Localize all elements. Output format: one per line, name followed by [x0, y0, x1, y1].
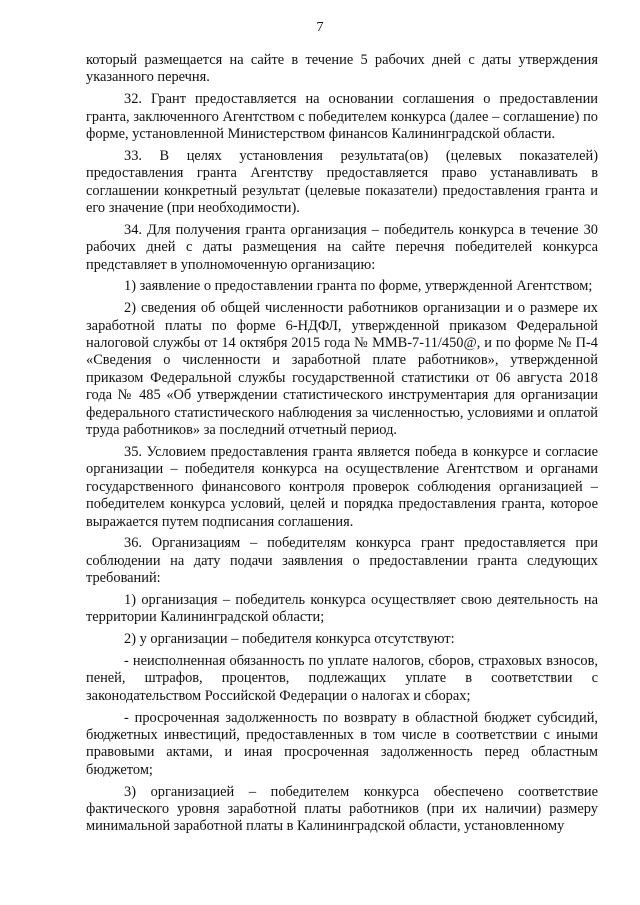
paragraph-36-item-2: 2) у организации – победителя конкурса отсутствуют: — [124, 631, 455, 648]
paragraph-34: 34. Для получения гранта организация – победитель конкурса в течение 30 рабочих дней с даты размещения на сайте перечня победителей конкурса представляет в уполномоченную организацию: — [86, 221, 598, 273]
paragraph-33: 33. В целях установления результата(ов) (целевых показателей) предоставления гранта Агентству предоставляется право устанавливать в соглашении конкретный результат (целевые показатели) предоставления гранта и его значение (при необходимости). — [86, 147, 598, 217]
paragraph-35: 35. Условием предоставления гранта является победа в конкурсе и согласие организации – победителя конкурса на осуществление Агентством и органами государственного финансового контроля проверок соблюдения организацией – победителем конкурса условий, целей и порядка предоставления гранта, которое выражается путем подписания соглашения. — [86, 443, 598, 530]
paragraph-34-item-2: 2) сведения об общей численности работников организации и о размере их заработной платы по форме 6-НДФЛ, утвержденной приказом Федеральной налоговой службы от 14 октября 2015 года № ММВ-7-11/450@, и по форме № П-4 «Сведения о численности и заработной плате работников», утвержденной приказом Федеральной службы государственной статистики от 06 августа 2018 года № 485 «Об утверждении статистического инструментария для организации федерального статистического наблюдения за численностью, условиями и оплатой труда работников» за последний отчетный период. — [86, 300, 598, 439]
paragraph-34-item-1: 1) заявление о предоставлении гранта по форме, утвержденной Агентством; — [124, 278, 593, 295]
paragraph-continuation: который размещается на сайте в течение 5 рабочих дней с даты утверждения указанного перечня. — [86, 52, 598, 86]
paragraph-36-item-2-dash-1: - неисполненная обязанность по уплате налогов, сборов, страховых взносов, пеней, штрафов, процентов, подлежащих уплате в соответствии с законодательством Российской Федерации о налогах и сборах; — [86, 652, 598, 704]
paragraph-36: 36. Организациям – победителям конкурса грант предоставляется при соблюдении на дату подачи заявления о предоставлении гранта следующих требований: — [86, 535, 598, 587]
paragraph-36-item-1: 1) организация – победитель конкурса осуществляет свою деятельность на территории Калининградской области; — [86, 591, 598, 626]
paragraph-32: 32. Грант предоставляется на основании соглашения о предоставлении гранта, заключенного Агентством с победителем конкурса (далее – соглашение) по форме, установленной Министерством финансов Калининградской области. — [86, 91, 598, 143]
document-body — [86, 52, 598, 836]
paragraph-36-item-2-dash-2: - просроченная задолженность по возврату в областной бюджет субсидий, бюджетных инвестиций, предоставленных в том числе в соответствии с иными правовыми актами, и иная просроченная задолженность перед областным бюджетом; — [86, 709, 598, 778]
page-number: 7 — [316, 20, 324, 35]
paragraph-36-item-3: 3) организацией – победителем конкурса обеспечено соответствие фактического уровня заработной платы работников (при их наличии) размеру минимальной заработной платы в Калининградской области, установленному — [86, 783, 598, 835]
